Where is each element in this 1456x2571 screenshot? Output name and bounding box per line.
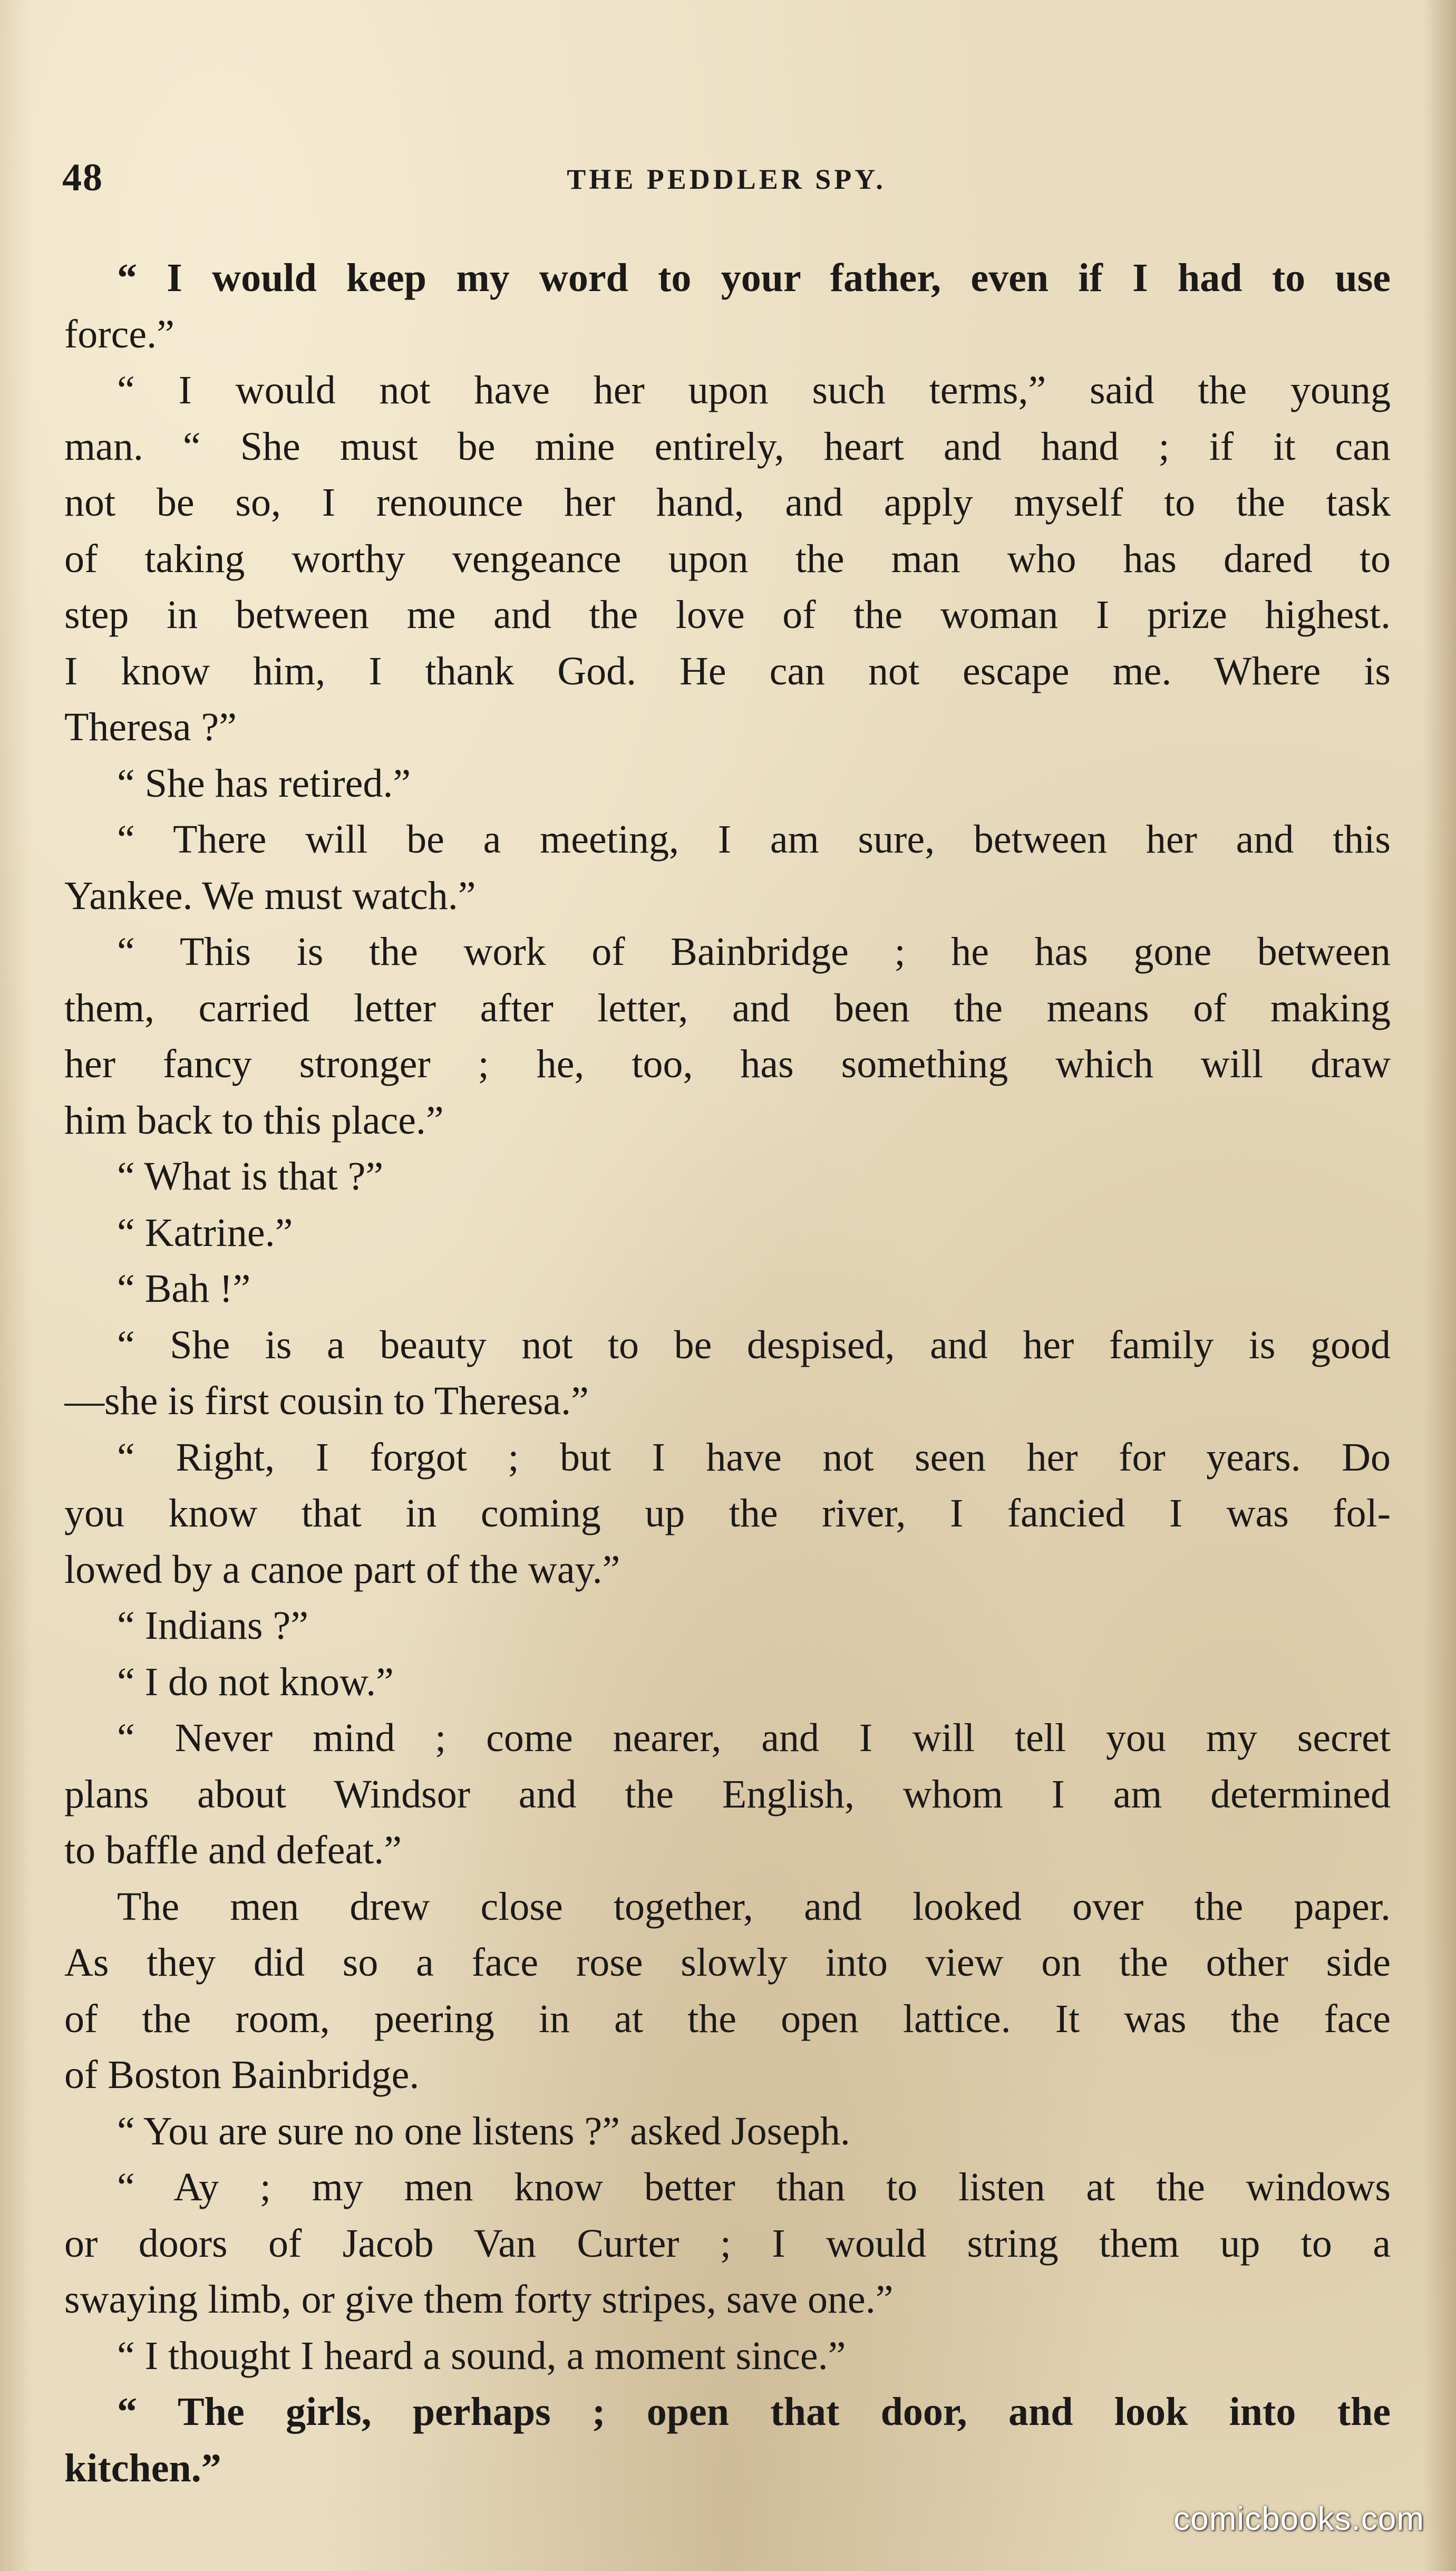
text-line: I know him, I thank God. He can not escape me. Where is	[64, 649, 1391, 693]
body-text	[64, 250, 1391, 2496]
text-line: The men drew close together, and looked over the paper.	[117, 1884, 1391, 1929]
text-line: “ Ay ; my men know better than to listen at the windows	[117, 2165, 1391, 2209]
text-line: force.”	[64, 312, 174, 356]
text-line: As they did so a face rose slowly into view on the other side	[64, 1940, 1391, 1985]
text-line: lowed by a canoe part of the way.”	[64, 1547, 620, 1592]
running-title: THE PEDDLER SPY.	[567, 163, 886, 195]
text-line: “ What is that ?”	[117, 1154, 384, 1198]
text-line: Yankee. We must watch.”	[64, 873, 476, 918]
text-line: —she is first cousin to Theresa.”	[64, 1379, 589, 1423]
page-number: 48	[62, 156, 103, 199]
text-line: “ This is the work of Bainbridge ; he has gone between	[117, 930, 1391, 974]
text-line: not be so, I renounce her hand, and apply myself to the task	[64, 480, 1391, 525]
text-line: “ You are sure no one listens ?” asked Joseph.	[117, 2109, 850, 2153]
text-line: to baffle and defeat.”	[64, 1828, 402, 1872]
text-line: “ She has retired.”	[117, 761, 411, 806]
text-line: “ There will be a meeting, I am sure, between her and this	[117, 817, 1391, 862]
text-line: you know that in coming up the river, I fancied I was fol-	[64, 1491, 1391, 1535]
text-line: “ Never mind ; come nearer, and I will tell you my secret	[117, 1716, 1391, 1760]
text-line: her fancy stronger ; he, too, has something which will draw	[64, 1042, 1391, 1086]
watermark: comicbooks.com	[1173, 2501, 1424, 2537]
text-line: “ The girls, perhaps ; open that door, and look into the	[117, 2390, 1391, 2434]
text-line: “ I do not know.”	[117, 1659, 394, 1704]
text-line: or doors of Jacob Van Curter ; I would string them up to a	[64, 2221, 1391, 2266]
text-line: kitchen.”	[64, 2446, 221, 2490]
page-header	[62, 154, 1391, 212]
text-line: step in between me and the love of the woman I prize highest.	[64, 593, 1391, 637]
text-line: of the room, peering in at the open lattice. It was the face	[64, 1996, 1391, 2041]
text-line: “ I would not have her upon such terms,” said the young	[117, 368, 1391, 412]
text-line: “ Katrine.”	[117, 1210, 293, 1255]
text-line: “ She is a beauty not to be despised, and her family is good	[117, 1322, 1391, 1367]
text-line: “ I thought I heard a sound, a moment since.”	[117, 2333, 846, 2378]
text-line: of Boston Bainbridge.	[64, 2053, 420, 2097]
text-line: “ Bah !”	[117, 1267, 251, 1311]
text-line: him back to this place.”	[64, 1098, 444, 1143]
text-line: them, carried letter after letter, and been the means of making	[64, 985, 1391, 1030]
text-line: “ Right, I forgot ; but I have not seen her for years. Do	[117, 1435, 1391, 1480]
text-line: Theresa ?”	[64, 705, 237, 749]
text-line: swaying limb, or give them forty stripes, save one.”	[64, 2277, 894, 2322]
text-line: man. “ She must be mine entirely, heart and hand ; if it can	[64, 424, 1391, 469]
text-line: of taking worthy vengeance upon the man who has dared to	[64, 536, 1391, 581]
text-line: “ Indians ?”	[117, 1603, 308, 1648]
text-line: “ I would keep my word to your father, even if I had to use	[117, 256, 1391, 300]
text-line: plans about Windsor and the English, whom I am determined	[64, 1772, 1391, 1816]
